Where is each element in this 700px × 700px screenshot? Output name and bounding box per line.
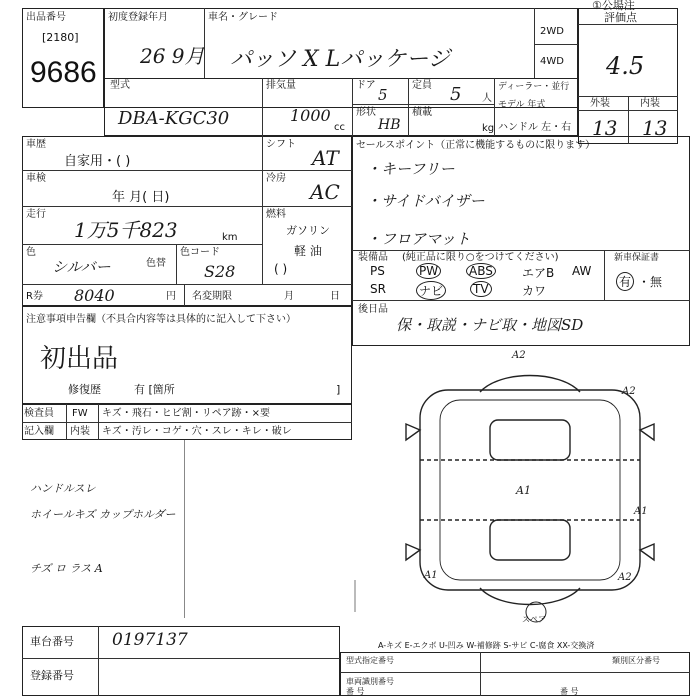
inspector-interior-items: キズ・汚レ・コゲ・穴・スレ・キレ・破レ [102,426,292,437]
equip-pw: PW [416,263,441,279]
model-year-label: モデル 年式 [498,100,546,110]
shape-label: 形状 [356,107,376,118]
drive-4wd: 4WD [540,56,564,67]
equip-sr: SR [370,282,386,296]
accessories-label: 後日品 [358,304,388,315]
lot-label: 出品番号 [26,12,66,23]
chassis-value: 0197137 [112,630,188,650]
fuel-label: 燃料 [266,209,286,220]
inspector-fw: FW [72,408,88,419]
inspection-label: 車検 [26,173,46,184]
capacity-label: 定員 [412,80,432,91]
doors-value: 5 [378,86,388,104]
equip-abs: ABS [466,263,496,279]
inspector-label-2: 記入欄 [24,426,54,437]
name-change-label: 名変期限 [192,291,232,302]
color-code-value: S28 [204,262,236,281]
shift-value: AT [312,146,339,170]
name-label: 車名・グレード [208,12,278,23]
selling-point-1: ・キーフリー [366,160,455,178]
exterior-value: 13 [592,116,618,140]
spare-label: スペア [522,615,546,624]
displacement-value: 1000 [290,106,331,125]
repair-label: 修復歴 [68,383,101,396]
lot-sub: [2180] [42,31,79,44]
color-value: シルバー [52,258,111,276]
code-label: 番 号 [346,687,365,696]
inspector-label-1: 検査員 [24,408,54,419]
displacement-label: 排気量 [266,80,296,91]
warranty-no: ・無 [638,275,663,289]
chassis-sub-label: 番 号 [560,687,579,696]
handle-label: ハンドル 左・右 [498,122,572,133]
equipment-note: (純正品に限り○をつけてください) [402,252,559,263]
repair-close: ] [336,383,341,396]
damage-mark-2: A2 [622,386,636,397]
color-label: 色 [26,247,36,258]
mileage-unit: km [222,232,238,243]
drive-2wd: 2WD [540,26,564,37]
inspector-interior: 内装 [70,426,90,437]
warranty-yes: 有 [616,272,634,291]
venue-label: ①公場注 [592,0,635,12]
warranty-label: 新車保証書 [614,253,660,263]
interior-value: 13 [642,116,668,140]
first-reg-value: 26 9月 [140,44,205,68]
recycle-unit: 円 [166,291,176,302]
repair-value: 有 [箇所 [134,383,175,396]
cc-unit: cc [334,122,345,133]
equipment-label: 装備品 [358,252,388,263]
fuel-paren: ( ) [274,262,288,276]
damage-mark-6: A2 [618,572,632,583]
shift-label: シフト [266,139,296,150]
kg-unit: kg [482,123,495,134]
rating-label: 評価点 [604,11,637,24]
equip-airbag: エアB [522,266,555,280]
name-change-month: 月 [284,291,294,302]
equip-navi: ナビ [416,281,446,300]
maker-label: 車両識別番号 [346,677,394,686]
accessories-value: 保・取説・ナビ取・地図SD [396,316,584,334]
damage-legend: A-キズ E-エクボ U-凹み W-補修跡 S-サビ C-腐食 XX-交換済 [378,641,595,650]
aircon-label: 冷房 [266,173,286,184]
reg-label: 登録番号 [30,669,74,682]
exterior-label: 外装 [590,98,610,109]
name-value: パッソ X Lパッケージ [230,47,450,72]
damage-mark-4: A1 [634,506,648,517]
history-value: 自家用・( ) [64,154,131,169]
aircon-value: AC [310,180,340,204]
notes-value: 初出品 [40,344,119,374]
first-reg-label: 初度登録年月 [108,12,168,23]
equip-leather: カワ [522,284,547,298]
model-label: 型式 [110,80,130,91]
lot-number: 9686 [30,56,97,89]
chassis-label: 車台番号 [30,635,74,648]
name-change-day: 日 [330,291,340,302]
color-code-label: 色コード [180,247,220,258]
handwritten-note-3: チズ ロ ラス A [30,562,103,575]
selling-point-3: ・フロアマット [366,230,471,248]
rating-value: 4.5 [606,52,645,80]
capacity-unit: 人 [482,93,492,104]
selling-point-2: ・サイドバイザー [366,192,485,210]
interior-label: 内装 [640,98,660,109]
load-label: 積載 [412,107,432,118]
repaint-label: 色替 [146,258,166,269]
damage-mark-1: A2 [512,350,526,361]
inspection-value: 年 月( 日) [112,190,170,205]
recycle-label: R券 [26,291,43,302]
shape-value: HB [378,117,401,133]
mileage-label: 走行 [26,209,46,220]
recycle-value: 8040 [74,286,115,305]
class-label: 類別区分番号 [612,656,660,665]
equip-aw: AW [572,264,592,278]
equip-ps: PS [370,264,385,278]
mileage-value: 1万5千823 [74,218,178,242]
dealer-label: ディーラー・並行 [498,82,570,92]
handwritten-note-2: ホイールキズ カップホルダー [30,508,176,521]
history-label: 車歴 [26,139,46,150]
damage-mark-3: A1 [516,484,531,497]
doors-label: ドア [356,80,376,91]
handwritten-note-1: ハンドルスレ [30,482,96,495]
fuel-gasoline: ガソリン [286,224,330,237]
type-label: 型式指定番号 [346,656,394,665]
selling-points-label: セールスポイント（正常に機能するものに限ります） [356,140,596,151]
capacity-value: 5 [450,84,462,105]
equip-tv: TV [470,281,492,297]
notes-label: 注意事項申告欄（不具合内容等は具体的に記入して下さい） [26,314,296,325]
inspector-fw-items: キズ・飛石・ヒビ割・リペア跡・×要 [102,408,270,419]
damage-mark-5: A1 [424,570,438,581]
model-value: DBA-KGC30 [118,108,230,129]
fuel-diesel: 軽 油 [294,244,322,258]
